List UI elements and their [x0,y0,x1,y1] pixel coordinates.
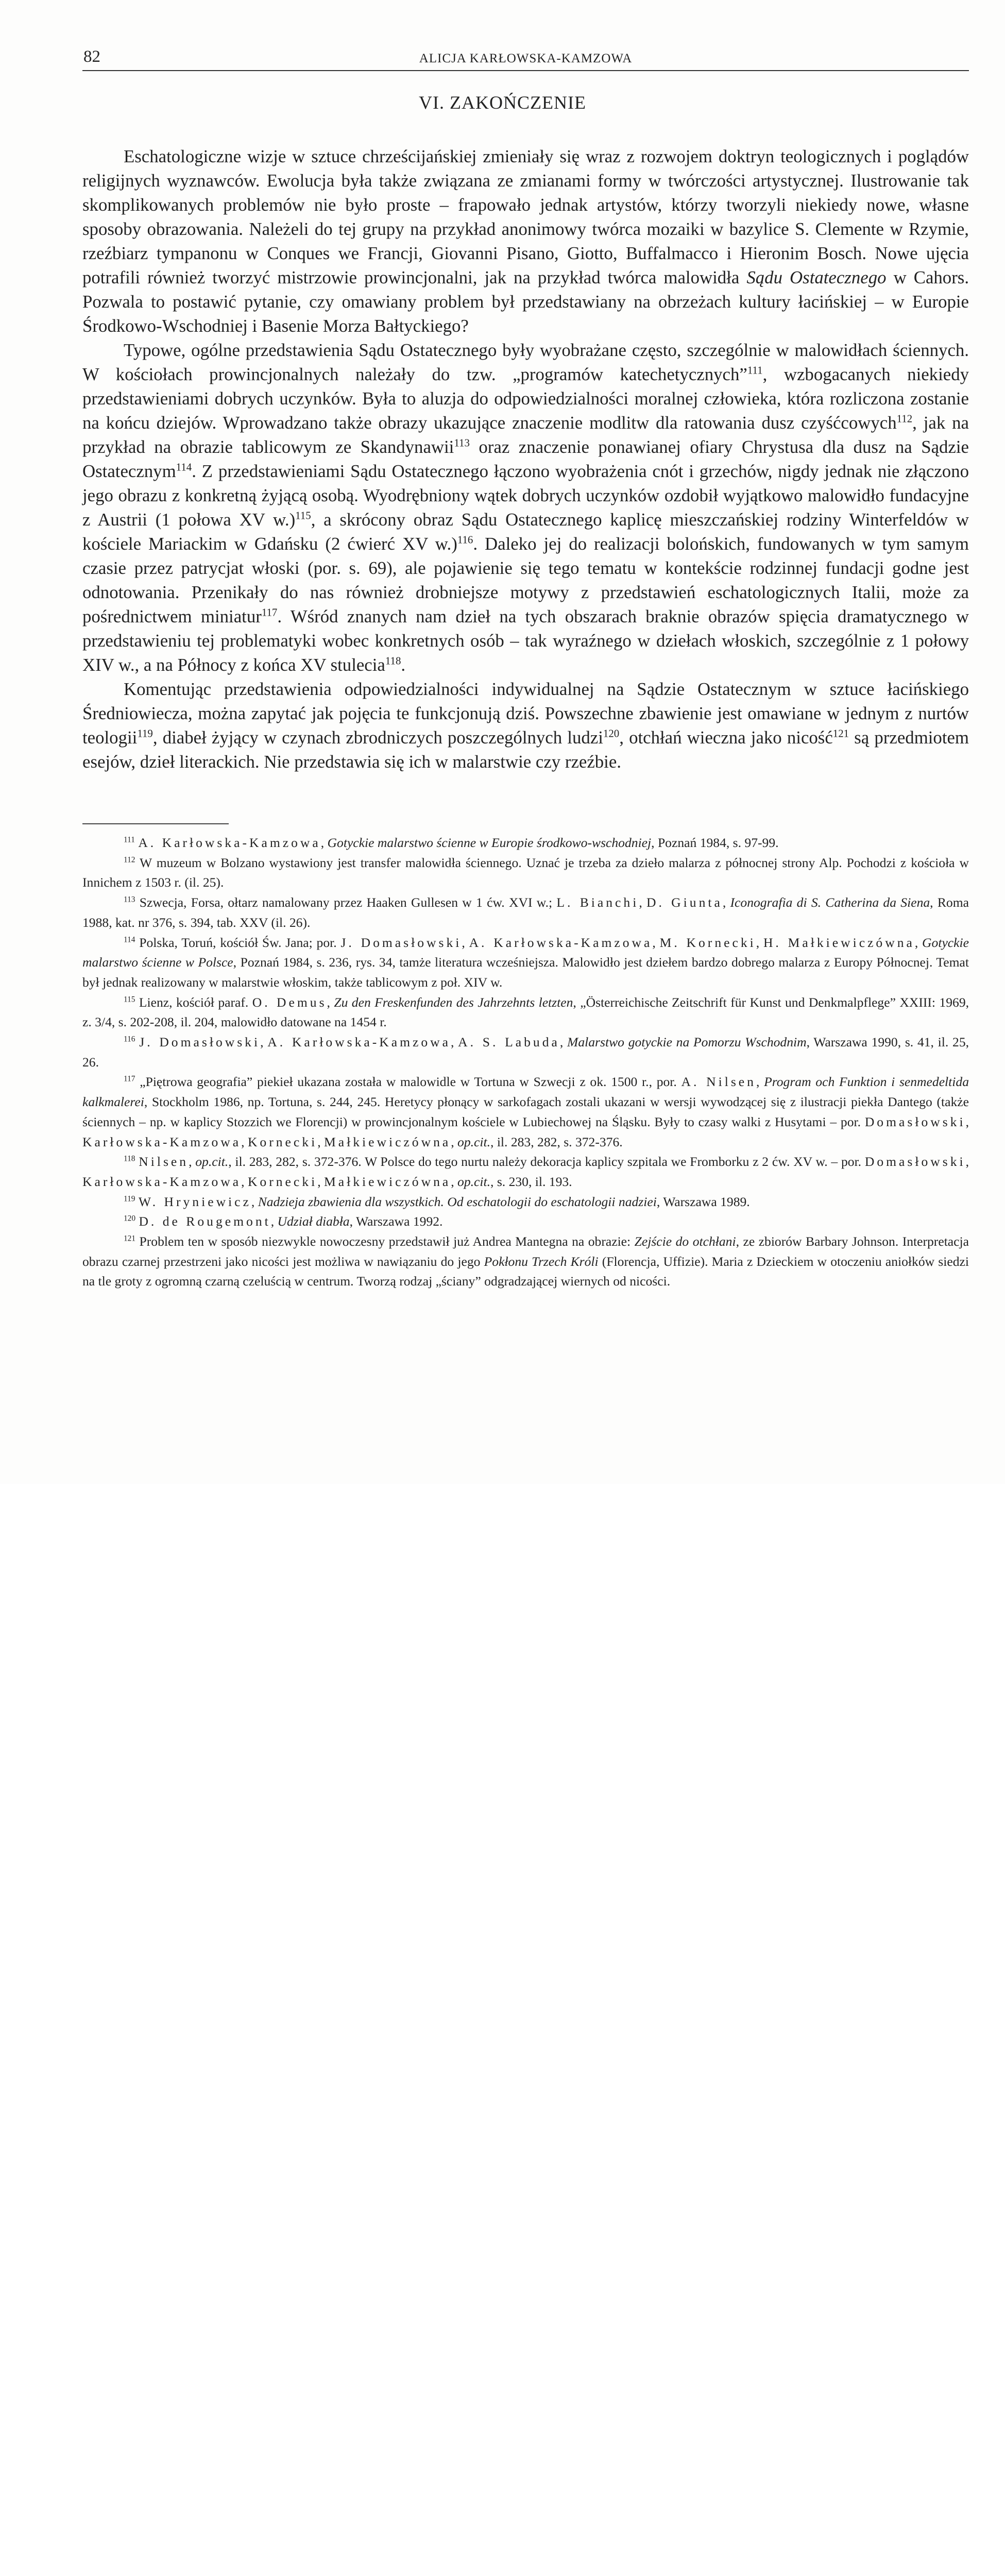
footnote-number: 114 [124,935,135,944]
text-run: , [652,935,660,950]
text-run: (Florencja, Uffizie). Maria z Dzieckiem w otoczeniu aniołków siedzi na tle groty z ogromną czarną czeluścią w centrum. Tworzą rodzaj „ściany” odgradzającej wiernych od nicości. [82,1253,969,1289]
text-run: Gotyckie malarstwo ścienne w Polsce [82,935,969,970]
text-run: Eschatologiczne wizje w sztuce chrześcijańskiej zmieniały się wraz z rozwojem doktryn teologicznych i poglądów religijnych wyznawców. Ewolucja była także związana ze zmianami formy w twórczości artystycznej. Ilustrowanie tak skomplikowanych problemów nie było proste – frapowało jednak artystów, którzy tworzyli niekiedy nowe, własne sposoby obrazowania. Należeli do tej grupy na przykład anonimowy twórca mozaiki w bazylice S. Clemente w Rzymie, rzeźbiarz tympanonu w Conques we Francji, Giovanni Pisano, Giotto, Buffalmacco i Hieronim Bosch. Nowe ujęcia potrafili również tworzyć mistrzowie prowincjonalni, jak na przykład twórca malowidła [82,146,969,287]
text-run: , [722,895,730,910]
text-run: Polska, Toruń, kościół Św. Jana; por. [139,935,341,950]
text-run: A. Karłowska-Kamzowa [267,1035,451,1050]
paragraph-3 [82,677,969,774]
footnote-ref[interactable]: 118 [385,654,401,667]
text-run: Kornecki [247,1134,318,1149]
text-run: , [451,1134,458,1149]
footnote-113 [82,893,969,933]
text-run: , Poznań 1984, s. 97-99. [651,835,779,850]
footnote-117 [82,1072,969,1152]
text-run: , [639,895,647,910]
text-run: Zejście do otchłani [634,1234,736,1249]
text-run: A. Karłowska-Kamzowa [469,935,653,950]
footnote-number: 117 [124,1074,135,1083]
text-run: , Warszawa 1992. [349,1214,443,1229]
text-run: , Warszawa 1990, s. 41, il. 25, 26. [82,1035,969,1070]
text-run: Program och Funktion i senmedeltida kalkmalerei [82,1074,969,1110]
footnote-number: 115 [124,995,135,1004]
text-run: D. Giunta [646,895,723,910]
paragraph-1 [82,144,969,338]
text-run: , Roma 1988, kat. nr 376, s. 394, tab. XXV (il. 26). [82,895,969,930]
text-run: , wzbogacanych niekiedy przedstawieniami dobrych uczynków. Była to aluzja do odpowiedzialności moralnej człowieka, która rozliczona zostanie na końcu dziejów. Wprowadzano także obrazy ukazujące znaczenie modlitw dla ratowania dusz czyśćcowych [82,364,969,433]
text-run: , [451,1035,458,1050]
text-run: Karłowska-Kamzowa [82,1174,242,1189]
footnote-number: 113 [124,895,135,904]
footnote-ref[interactable]: 121 [832,727,849,740]
text-run: , [320,835,328,850]
footnote-ref[interactable]: 119 [137,727,153,740]
footnote-ref[interactable]: 111 [747,364,763,377]
text-run: , [914,935,923,950]
text-run: w Cahors. Pozwala to postawić pytanie, czy omawiany problem był przedstawiany na obrzeżach kultury łacińskiej – w Europie Środkowo-Wschodniej i Basenie Morza Bałtyckiego? [82,267,969,336]
paragraph-2 [82,338,969,677]
text-run: Typowe, ogólne przedstawienia Sądu Ostatecznego były wyobrażane często, szczególnie w malowidłach ściennych. W kościołach prowincjonalnych należały do tzw. „programów katechetycznych” [82,340,969,384]
footnote-ref[interactable]: 115 [295,509,311,522]
text-run: Zu den Freskenfunden des Jahrzehnts letzten [334,994,573,1010]
text-run: . Daleko jej do realizacji bolońskich, fundowanych w tym samym czasie przez patrycjat włoski (por. s. 69), ale pojawienie się tego tematu w kontekście rodzinnej fundacji godne jest odnotowania. Przenikały do nas również drobniejsze motywy z przedstawień eschatologicznych Italii, może za pośrednictwem miniatur [82,534,969,626]
text-run: Gotyckie malarstwo ścienne w Europie środkowo-wschodniej [327,835,652,850]
text-run: oraz znaczenie ponawianej ofiary Chrystusa dla dusz na Sądzie Ostatecznym [82,437,969,481]
footnote-ref[interactable]: 113 [454,436,470,449]
text-run: Problem ten w sposób niezwykle nowoczesny przedstawił już Andrea Mantegna na obrazie: [139,1234,635,1249]
text-run: , [756,935,763,950]
text-run: , [189,1154,196,1170]
text-run: , Stockholm 1986, np. Tortuna, s. 244, 245. Heretycy płonący w sarkofagach zostali ukazani w wersji wywodzącej się z ilustracji piekła Dantego (także ściennych – np. w kaplicy Stozzich we Florencji) w prowincjonalnym kościele w Lubiechowej na Śląsku. Były to czasy walki z Husytami – por. [82,1094,969,1129]
text-run: , ze zbiorów Barbary Johnson. Interpretacja obrazu czarnej przestrzeni jako nicości jest możliwa w nawiązaniu do jego [82,1234,969,1269]
text-run: J. Domasłowski [340,935,462,950]
text-run: Udział diabła [277,1214,350,1229]
text-run: , s. 230, il. 193. [490,1174,572,1189]
running-title: ALICJA KARŁOWSKA-KAMZOWA [419,52,633,65]
text-run: , Poznań 1984, s. 236, rys. 34, tamże literatura wcześniejsza. Malowidło jest dziełem bardzo dobrego malarza z Europy Północnej. Temat był jednak realizowany w malarstwie włoskim, także tablicowym z poł. XIV w. [82,955,969,990]
text-run: , diabeł żyjący w czynach zbrodniczych poszczególnych ludzi [152,727,603,748]
text-run: Nilsen [139,1154,189,1170]
text-run: A. S. Labuda [458,1035,560,1050]
footnote-number: 111 [124,835,135,844]
text-run: W. Hryniewicz [138,1194,251,1209]
footnote-number: 116 [124,1035,135,1044]
text-run: Komentując przedstawienia odpowiedzialności indywidualnej na Sądzie Ostatecznym w sztuce łacińskiego Średniowiecza, można zapytać jak pojęcia te funkcjonują dziś. Powszechne zbawienie jest omawiane w jednym z nurtów teologii [82,679,969,748]
text-run: M. Kornecki [659,935,756,950]
text-run: , otchłań wieczna jako nicość [619,727,833,748]
text-run: H. Małkiewiczówna [763,935,915,950]
text-run: L. Bianchi [556,895,639,910]
text-run: , a skrócony obraz Sądu Ostatecznego kaplicę mieszczańskiej rodziny Winterfeldów w kościele Mariackim w Gdańsku (2 ćwierć XV w.) [82,510,969,554]
footnote-ref[interactable]: 112 [896,412,913,425]
text-run: , [270,1214,278,1229]
text-run: Szwecja, Forsa, ołtarz namalowany przez Haaken Gullesen w 1 ćw. XVI w.; [139,895,557,910]
footnote-ref[interactable]: 114 [176,461,192,473]
running-header [82,47,969,71]
text-run: Malarstwo gotyckie na Pomorzu Wschodnim [567,1035,807,1050]
text-run: , Warszawa 1989. [656,1194,750,1209]
text-run: Iconografia di S. Catherina da Siena [730,895,930,910]
text-run: W muzeum w Bolzano wystawiony jest transfer malowidła ściennego. Uznać je trzeba za dzieło malarza z północnej strony Alp. Pochodzi z kościoła w Innichem z 1503 r. (il. 25). [82,855,969,890]
footnote-114 [82,933,969,993]
footnote-120 [82,1212,969,1232]
text-run: Kornecki [247,1174,318,1189]
text-run: , [965,1154,969,1170]
text-run: , il. 283, 282, s. 372-376. [490,1134,623,1149]
footer-bar [0,1484,1005,1556]
text-run: , [241,1174,248,1189]
footnote-115 [82,993,969,1032]
section-heading: VI. ZAKOŃCZENIE [419,92,586,113]
footnote-divider [82,823,229,824]
text-run: są przedmiotem esejów, dzieł literackich. Nie przedstawia się ich w malarstwie czy rzeźbie. [82,727,969,772]
text-run: , [559,1035,568,1050]
text-run: Lienz, kościół paraf. [139,994,252,1010]
text-run: , [451,1174,458,1189]
footnote-ref[interactable]: 116 [457,533,473,546]
footnote-111 [82,833,969,853]
text-run: , [756,1074,764,1090]
text-run: Sądu Ostatecznego [746,267,887,287]
footnote-118 [82,1152,969,1192]
text-run: op.cit. [457,1134,491,1149]
text-run: op.cit. [195,1154,229,1170]
footnote-number: 121 [124,1234,136,1243]
text-run: . Z przedstawieniami Sądu Ostatecznego łączono wyobrażenia cnót i grzechów, nigdy jednak nie złączono jego obrazu z konkretną żyjącą osobą. Wyodrębniony wątek dobrych uczynków ozdobił wyjątkowo malowidło fundacyjne z Austrii (1 połowa XV w.) [82,461,969,530]
text-run: Małkiewiczówna [323,1134,451,1149]
text-run: , [327,994,334,1010]
footnote-number: 118 [124,1154,135,1163]
text-run: A. Nilsen [681,1074,756,1090]
text-run: A. Karłowska-Kamzowa [138,835,321,850]
text-run: , il. 283, 282, s. 372-376. W Polsce do tego nurtu należy dekoracja kaplicy szpitala we Fromborku z 2 ćw. XV w. – por. [228,1154,865,1170]
text-run: Karłowska-Kamzowa [82,1134,242,1149]
text-run: , [462,935,469,950]
footnote-121 [82,1232,969,1292]
text-run: , [965,1114,969,1129]
text-run: , [241,1134,248,1149]
text-run: „Piętrowa geografia” piekieł ukazana została w malowidle w Tortuna w Szwecji z ok. 1500 r., por. [140,1074,682,1090]
text-run: J. Domasłowski [139,1035,261,1050]
body-text [82,144,969,774]
text-run: . Wśród znanych nam dzieł na tych obszarach braknie obrazów spięcia dramatycznego w przedstawieniu tej problematyki wobec konkretnych osób – tak wyraźnego w dziełach włoskich, szczególnie z 1 połowy XIV w., a na Północy z końca XV stulecia [82,606,969,675]
text-run: Domasłowski [864,1114,966,1129]
footnotes [82,833,969,1292]
text-run: , „Österreichische Zeitschrift für Kunst und Denkmalpflege” XXIII: 1969, z. 3/4, s. 202-208, il. 204, malowidło datowane na 1454 r. [82,994,969,1030]
text-run: O. Demus [252,994,327,1010]
text-run: , [317,1174,324,1189]
footnote-119 [82,1192,969,1212]
text-run: Nadzieja zbawienia dla wszystkich. Od eschatologii do eschatologii nadziei [258,1194,657,1209]
footnote-number: 112 [124,855,135,865]
footnote-number: 119 [124,1194,135,1204]
text-run: op.cit. [457,1174,491,1189]
text-run: Domasłowski [864,1154,966,1170]
page-number: 82 [83,47,100,66]
footnote-number: 120 [124,1214,136,1223]
text-run: , jak na przykład na obrazie tablicowym ze Skandynawii [82,413,969,457]
text-run: Małkiewiczówna [323,1174,451,1189]
footnote-112 [82,853,969,893]
text-run: . [401,655,406,675]
text-run: Pokłonu Trzech Króli [484,1253,599,1269]
footnote-ref[interactable]: 120 [603,727,620,740]
footnote-116 [82,1032,969,1072]
text-run: , [260,1035,268,1050]
text-run: D. de Rougemont [139,1214,271,1229]
footnote-ref[interactable]: 117 [261,606,278,619]
text-run: , [317,1134,324,1149]
text-run: , [251,1194,258,1209]
